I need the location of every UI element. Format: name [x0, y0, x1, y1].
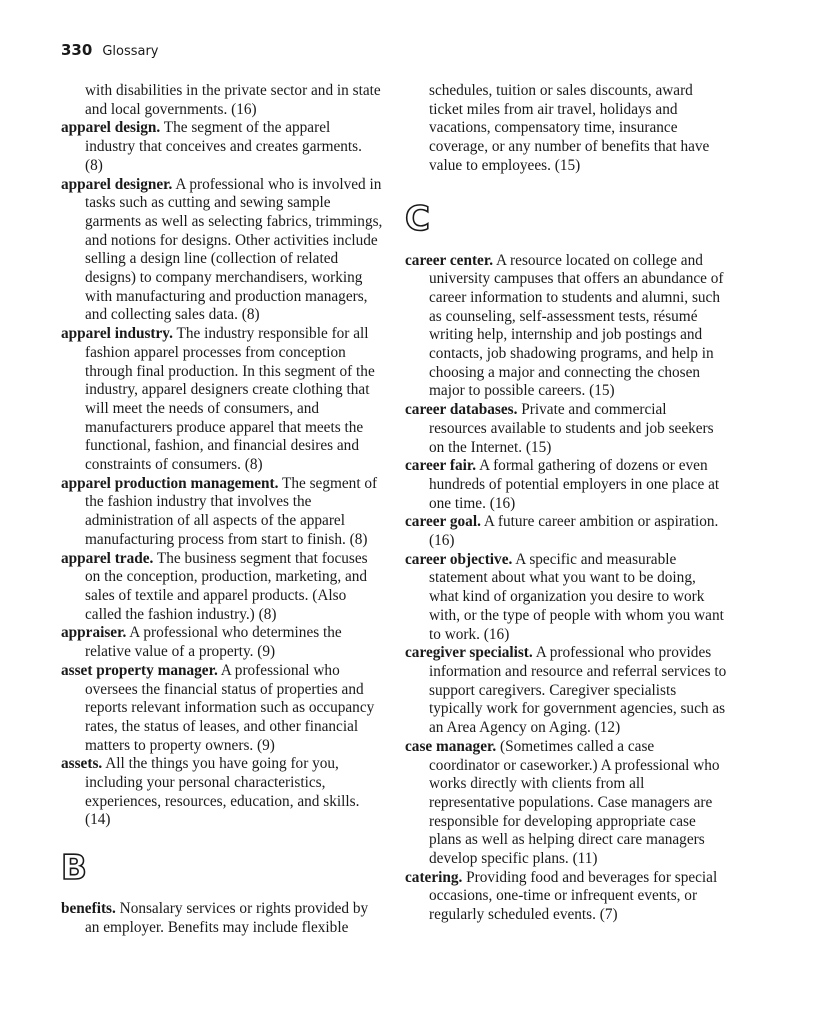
glossary-definition: A resource located on college and university campuses that offers an abundance of career information to students and alumni, such as counseling, self-assessment tests, résumé writing help, internship and job postings and contacts, job shadowing programs, and help in choosing a major and connecting the chosen major to possible careers. (15): [429, 251, 724, 400]
page-header: [61, 41, 159, 59]
glossary-entry: [405, 738, 727, 869]
glossary-definition: The segment of the fashion industry that involves the administration of all aspects of the apparel manufacturing process from start to finish. (8): [85, 474, 378, 548]
right-column: [405, 82, 727, 925]
glossary-definition: (Sometimes called a case coordinator or caseworker.) A professional who works directly with clients from all representative populations. Case managers are responsible for developing appropriate case plans as well as helping direct care managers develop specific plans. (11): [429, 737, 720, 868]
glossary-term: career fair.: [405, 457, 477, 475]
section-letter-b: B: [61, 848, 87, 889]
glossary-definition: A specific and measurable statement about what you want to be doing, what kind of organization you desire to work with, or the type of people with whom you want to work. (16): [429, 550, 724, 643]
glossary-definition: A professional who determines the relative value of a property. (9): [85, 624, 342, 661]
glossary-term: career center.: [405, 251, 494, 269]
page-number: 330: [61, 41, 93, 59]
glossary-definition: A professional who is involved in tasks such as cutting and sewing sample garments as well as selecting fabrics, trimmings, and notions for designs. Other activities include selling a design line (collection of related designs) to company merchandisers, working with manufacturing and production managers, and collecting sales data. (8): [85, 175, 383, 324]
glossary-entry: [61, 325, 383, 475]
glossary-entry: [405, 457, 727, 513]
glossary-entry: [61, 624, 383, 661]
glossary-entry: [61, 176, 383, 326]
glossary-definition: All the things you have going for you, including your personal characteristics, experiences, resources, education, and skills. (14): [85, 755, 360, 829]
running-head: Glossary: [102, 44, 159, 59]
glossary-entry: [61, 662, 383, 756]
glossary-entry: [61, 475, 383, 550]
glossary-entry: [405, 252, 727, 402]
glossary-entry: [61, 550, 383, 625]
glossary-entry: [405, 869, 727, 925]
glossary-term: apparel trade.: [61, 549, 154, 567]
glossary-term: caregiver specialist.: [405, 644, 533, 662]
glossary-definition: Private and commercial resources available to students and job seekers on the Internet. (15): [429, 401, 714, 456]
glossary-definition: Nonsalary services or rights provided by an employer. Benefits may include flexible: [85, 900, 369, 936]
glossary-entry: [61, 755, 383, 830]
left-column: [61, 82, 383, 938]
glossary-entry: [405, 401, 727, 457]
glossary-term: appraiser.: [61, 624, 127, 642]
continued-definition: with disabilities in the private sector and in state and local governments. (16): [85, 82, 381, 118]
section-letter-c: C: [405, 198, 430, 239]
glossary-definition: The industry responsible for all fashion apparel processes from conception through final production. In this segment of the industry, apparel designers create clothing that will meet the needs of consumers, and manufacturers produce apparel that meets the functional, fashion, and financial desires and constraints of consumers. (8): [85, 325, 375, 474]
glossary-entry: [405, 513, 727, 550]
entries-a: [61, 119, 383, 830]
glossary-term: career goal.: [405, 513, 481, 531]
glossary-definition: A professional who oversees the financial status of properties and reports relevant information such as occupancy rates, the status of leases, and other financial matters to property owners. (9): [85, 661, 375, 754]
glossary-term: benefits.: [61, 900, 116, 918]
glossary-definition: A future career ambition or aspiration. (16): [429, 513, 719, 550]
glossary-term: asset property manager.: [61, 661, 218, 679]
glossary-definition: A formal gathering of dozens or even hundreds of potential employers in one place at one time. (16): [429, 457, 720, 512]
glossary-definition: Providing food and beverages for special occasions, one-time or infrequent events, or regularly scheduled events. (7): [429, 868, 718, 924]
glossary-entry: [405, 551, 727, 645]
glossary-term: case manager.: [405, 737, 497, 755]
glossary-entry: [405, 644, 727, 738]
continued-definition: schedules, tuition or sales discounts, award ticket miles from air travel, holidays and vacations, compensatory time, insurance coverage, or any number of benefits that have value to employees. (15): [429, 82, 710, 174]
glossary-definition: A professional who provides information and resource and referral services to support caregivers. Caregiver specialists typically work for government agencies, such as an Area Agency on Aging. (12): [429, 644, 727, 737]
glossary-term: apparel design.: [61, 119, 161, 137]
glossary-term: apparel industry.: [61, 325, 173, 343]
glossary-term: apparel production management.: [61, 474, 279, 492]
glossary-entry: [61, 119, 383, 175]
glossary-term: career databases.: [405, 401, 518, 419]
glossary-term: career objective.: [405, 550, 513, 568]
glossary-definition: The segment of the apparel industry that conceives and creates garments. (8): [85, 119, 362, 174]
glossary-definition: The business segment that focuses on the conception, production, marketing, and sales of textile and apparel products. (Also called the fashion industry.) (8): [85, 549, 368, 623]
glossary-entry: [61, 900, 383, 937]
entries-c: [405, 252, 727, 925]
entries-b: [61, 900, 383, 937]
glossary-term: apparel designer.: [61, 175, 173, 193]
glossary-term: assets.: [61, 755, 103, 773]
glossary-term: catering.: [405, 868, 463, 886]
